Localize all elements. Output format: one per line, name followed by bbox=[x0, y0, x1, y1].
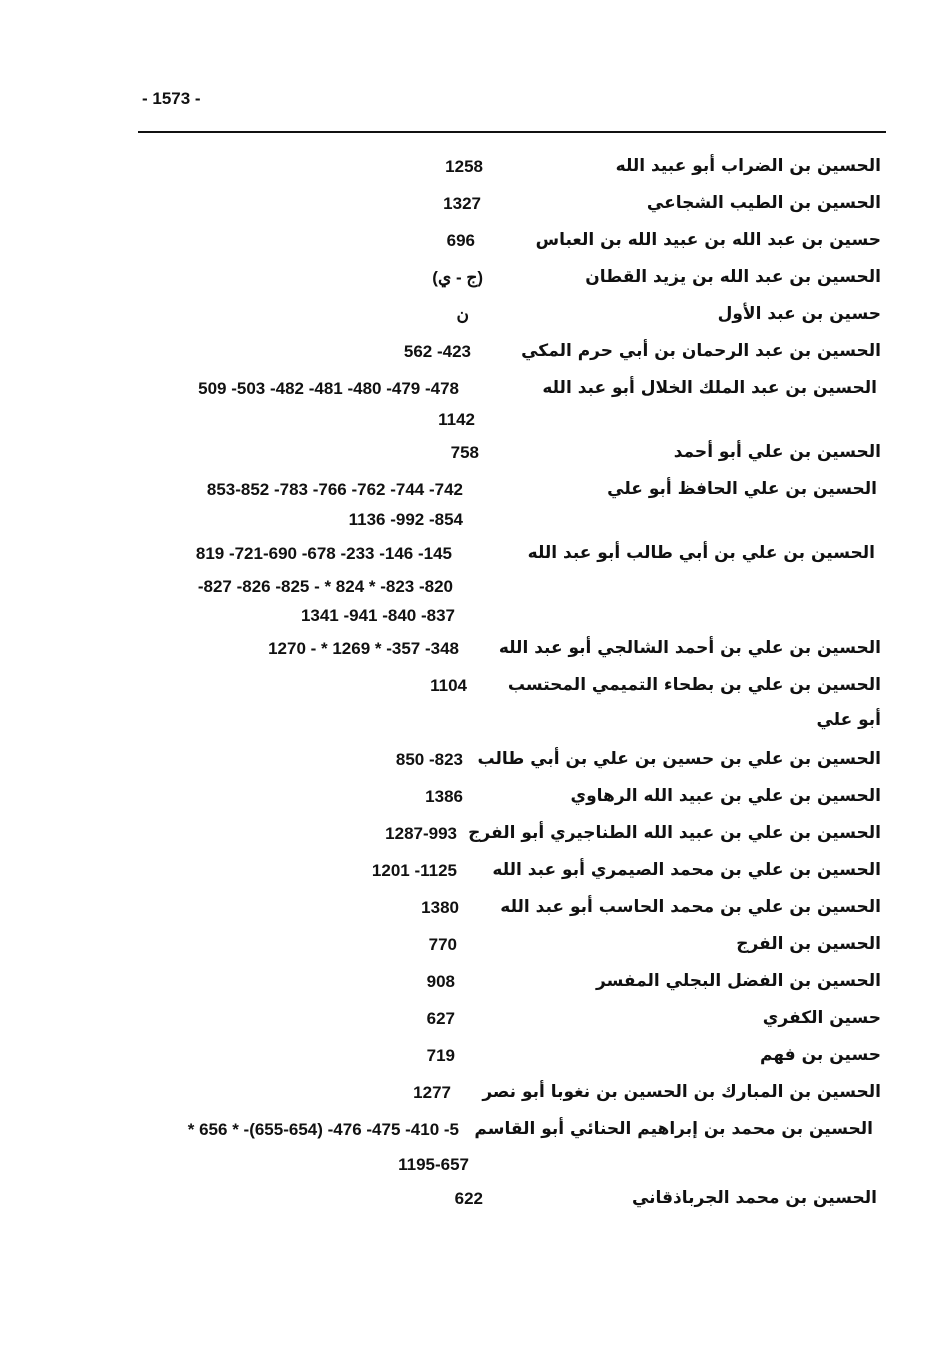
entry-refs: 696 bbox=[446, 231, 475, 250]
entry-refs: 1380 bbox=[421, 898, 459, 917]
entry-refs: ن bbox=[456, 305, 469, 324]
entry-name: حسين الكفري bbox=[762, 1008, 881, 1028]
entry-name: الحسين بن عبد الله بن يزيد القطان bbox=[585, 267, 881, 287]
entry-name: الحسين بن الضراب أبو عبيد الله bbox=[615, 156, 881, 176]
entry-refs: 1258 bbox=[445, 157, 483, 176]
entry-name: الحسين بن محمد الجرباذقاني bbox=[631, 1188, 877, 1208]
entry-name: الحسين بن علي بن بطحاء التميمي المحتسب bbox=[507, 675, 881, 695]
entry-name: الحسين بن علي بن عبيد الله الرهاوي bbox=[570, 786, 881, 806]
page-number: - 1573 - bbox=[142, 89, 201, 108]
entry-name: الحسين بن علي بن محمد الصيمري أبو عبد الله bbox=[492, 860, 881, 880]
entry-refs: 719 bbox=[426, 1046, 455, 1065]
entry-name: حسين بن عبد الأول bbox=[717, 304, 881, 324]
entry-name: الحسين بن علي بن حسين بن علي بن أبي طالب bbox=[477, 749, 881, 769]
entry-name: الحسين بن محمد بن إبراهيم الحنائي أبو القاسم bbox=[474, 1119, 873, 1139]
entry-refs: * 656 * -(655-654) -476 -475 -410 -5 bbox=[187, 1120, 459, 1139]
entry-name: الحسين بن عبد الملك الخلال أبو عبد الله bbox=[542, 378, 877, 398]
entry-refs: -827 -826 -825 - * 824 * -823 -820 bbox=[197, 577, 453, 596]
entry-name: الحسين بن علي أبو أحمد bbox=[673, 442, 881, 462]
entry-name: الحسين بن علي بن أحمد الشالجي أبو عبد الله bbox=[498, 638, 881, 658]
entry-refs: 853-852 -783 -766 -762 -744 -742 bbox=[206, 480, 463, 499]
entry-refs: 758 bbox=[450, 443, 479, 462]
entry-name: الحسين بن الفرج bbox=[736, 934, 881, 954]
entry-refs: 1195-657 bbox=[398, 1155, 469, 1174]
entry-name-continuation: أبو علي bbox=[816, 710, 881, 730]
header-rule bbox=[138, 131, 886, 133]
entry-refs: 1270 - * 1269 * -357 -348 bbox=[268, 639, 459, 658]
entry-name: الحسين بن علي بن عبيد الله الطناجيري أبو الفرج bbox=[468, 823, 881, 843]
entry-refs: 908 bbox=[426, 972, 455, 991]
entry-refs: 1386 bbox=[425, 787, 463, 806]
entry-refs: 1142 bbox=[438, 410, 475, 429]
entry-refs: 770 bbox=[428, 935, 457, 954]
entry-refs: 509 -503 -482 -481 -480 -479 -478 bbox=[198, 379, 459, 398]
entry-refs: (ج - ي) bbox=[432, 268, 483, 287]
entry-refs: 1341 -941 -840 -837 bbox=[300, 606, 455, 625]
entry-name: حسين بن عبد الله بن عبيد الله بن العباس bbox=[535, 230, 881, 250]
entry-name: الحسين بن علي بن أبي طالب أبو عبد الله bbox=[527, 543, 875, 563]
entry-refs: 1136 -992 -854 bbox=[348, 510, 463, 529]
entry-refs: 627 bbox=[426, 1009, 455, 1028]
entry-refs: 819 -721-690 -678 -233 -146 -145 bbox=[195, 544, 452, 563]
entry-refs: 850 -823 bbox=[395, 750, 463, 769]
entry-name: الحسين بن علي بن محمد الحاسب أبو عبد الله bbox=[500, 897, 881, 917]
entry-name: الحسين بن الطيب الشجاعي bbox=[646, 193, 881, 213]
entry-refs: 1327 bbox=[443, 194, 481, 213]
entry-name: الحسين بن المبارك بن الحسين بن نغوبا أبو نصر bbox=[482, 1082, 881, 1102]
entry-refs: 1104 bbox=[430, 676, 467, 695]
entry-refs: 1287-993 bbox=[385, 824, 457, 843]
entry-refs: 1277 bbox=[413, 1083, 451, 1102]
entry-name: الحسين بن علي الحافظ أبو علي bbox=[607, 479, 877, 499]
entry-refs: 562 -423 bbox=[403, 342, 471, 361]
entry-name: الحسين بن الفضل البجلي المفسر bbox=[596, 971, 881, 991]
entry-name: حسين بن فهم bbox=[760, 1045, 881, 1065]
entry-refs: 1201 -1125 bbox=[371, 861, 457, 880]
entry-name: الحسين بن عبد الرحمان بن أبي حرم المكي bbox=[521, 341, 881, 361]
entry-refs: 622 bbox=[454, 1189, 483, 1208]
